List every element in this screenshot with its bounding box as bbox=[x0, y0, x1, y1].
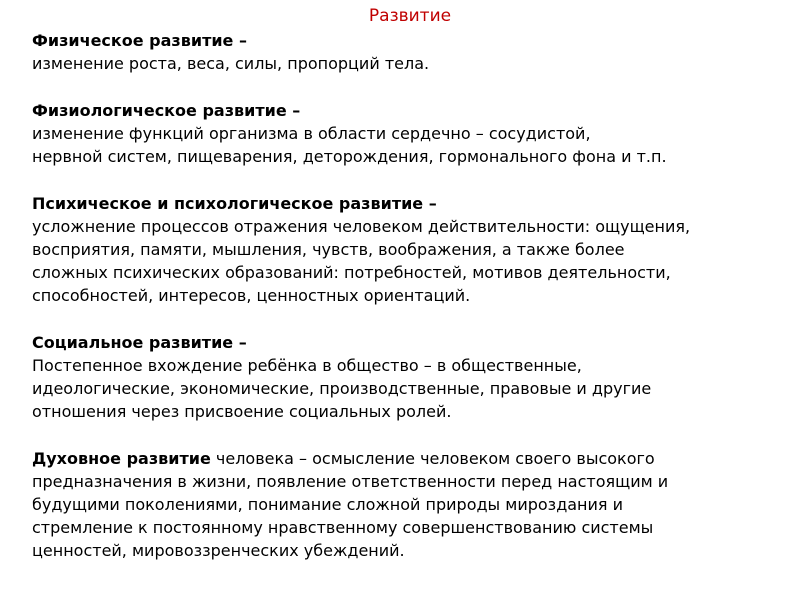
section-heading: Физиологическое развитие – bbox=[32, 101, 301, 120]
section-text-line: усложнение процессов отражения человеком действительности: ощущения, bbox=[32, 217, 691, 236]
section-text-line: Постепенное вхождение ребёнка в общество – в общественные, bbox=[32, 356, 582, 375]
section-text-line: идеологические, экономические, производственные, правовые и другие bbox=[32, 379, 652, 398]
section-text-line: нервной систем, пищеварения, деторождения, гормонального фона и т.п. bbox=[32, 147, 667, 166]
section-text-inline: человека – осмысление человеком своего высокого bbox=[210, 449, 655, 468]
section-text-line: сложных психических образований: потребностей, мотивов деятельности, bbox=[32, 263, 671, 282]
section-psychological bbox=[32, 192, 780, 307]
section-text-line: восприятия, памяти, мышления, чувств, воображения, а также более bbox=[32, 240, 625, 259]
section-text-line: способностей, интересов, ценностных ориентаций. bbox=[32, 286, 471, 305]
section-text-line: предназначения в жизни, появление ответственности перед настоящим и bbox=[32, 472, 669, 491]
section-social bbox=[32, 331, 780, 423]
section-text-line: будущими поколениями, понимание сложной природы мироздания и bbox=[32, 495, 624, 514]
section-physical bbox=[32, 29, 780, 75]
section-heading: Психическое и психологическое развитие – bbox=[32, 194, 437, 213]
section-spiritual bbox=[32, 447, 780, 562]
section-text-line: стремление к постоянному нравственному совершенствованию системы bbox=[32, 518, 654, 537]
section-text-line: изменение функций организма в области сердечно – сосудистой, bbox=[32, 124, 591, 143]
section-heading: Социальное развитие – bbox=[32, 333, 247, 352]
section-text-line: ценностей, мировоззренческих убеждений. bbox=[32, 541, 405, 560]
slide-title: Развитие bbox=[368, 6, 452, 26]
section-first-line bbox=[32, 447, 780, 470]
section-heading: Духовное развитие bbox=[32, 449, 211, 468]
section-text-line: изменение роста, веса, силы, пропорций тела. bbox=[32, 54, 430, 73]
section-heading: Физическое развитие – bbox=[32, 31, 247, 50]
section-text-line: отношения через присвоение социальных ролей. bbox=[32, 402, 452, 421]
section-physiological bbox=[32, 99, 780, 168]
